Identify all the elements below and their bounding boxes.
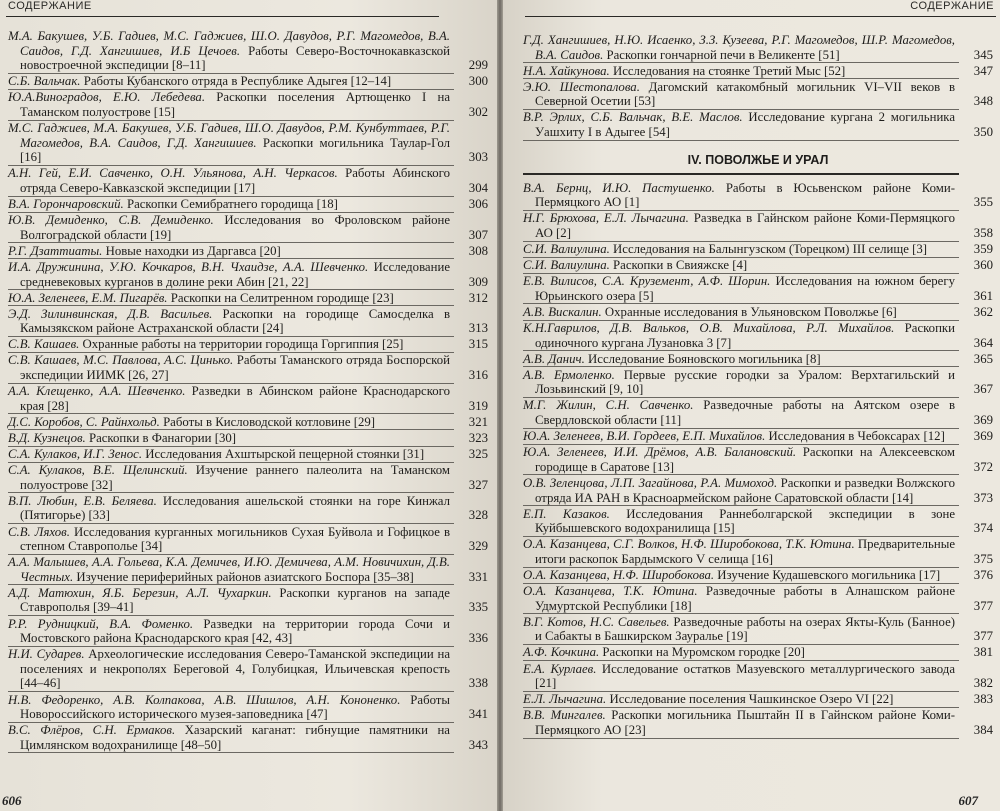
toc-entry <box>523 258 993 273</box>
toc-entry <box>523 368 993 397</box>
toc-entry-authors: С.В. Ляхов. <box>8 524 70 539</box>
toc-entry <box>8 586 488 615</box>
toc-entry-title: Раскопки гончарной печи в Великенте [51] <box>606 47 840 62</box>
toc-entry-title: Исследование Бояновского могильника [8] <box>588 351 821 366</box>
toc-entry-page: 375 <box>973 551 993 566</box>
toc-entry <box>8 431 488 446</box>
toc-entry-page: 313 <box>468 321 488 336</box>
toc-entry-authors: С.Б. Вальчак. <box>8 74 81 89</box>
toc-entry-authors: А.В. Вискалин. <box>523 304 602 319</box>
toc-entry-page: 362 <box>973 304 993 319</box>
toc-entry <box>523 352 993 367</box>
toc-entry <box>523 429 993 444</box>
toc-entry-text <box>523 645 955 660</box>
toc-entry-text <box>523 258 955 273</box>
toc-entry-page: 321 <box>468 414 488 429</box>
toc-entry-title: Раскопки могильника Таулар-Гол [16] <box>20 135 450 165</box>
toc-entry-page: 343 <box>468 737 488 752</box>
toc-entry-page: 331 <box>468 569 488 584</box>
toc-entry-text <box>8 431 450 446</box>
toc-entry-title: Разведки в Абинском районе Краснодарского края [28] <box>20 384 450 413</box>
toc-entry-authors: В.С. Флёров, С.Н. Ермаков. <box>8 723 176 738</box>
toc-entry <box>523 80 993 109</box>
toc-entry-title: Работы Абинского отряда Северо-Кавказской экспедиции [17] <box>20 166 450 195</box>
toc-entry-title: Раскопки на Селитренном городище [23] <box>170 290 394 305</box>
toc-entry <box>8 213 488 242</box>
toc-entry-text <box>8 213 450 242</box>
toc-entry-text <box>8 384 450 413</box>
toc-entry-text <box>523 398 955 427</box>
toc-entry-title: Работы Таманского отряда Боспорской экспедиции ИИМК [26, 27] <box>20 353 450 383</box>
toc-entry-text <box>523 64 955 79</box>
toc-entry-page: 329 <box>468 539 488 554</box>
toc-entry-text <box>8 307 450 336</box>
toc-entry-text <box>8 586 450 615</box>
toc-entry <box>523 662 993 691</box>
toc-entry-authors: М.А. Бакушев, У.Б. Гадиев, М.С. Гаджиев, Ш.О. Давудов, Р.Г. Магомедов, В.А. Саидов, Г.Д. Хангишиев, И.Б Цечоев. <box>8 29 450 58</box>
toc-entry-page: 335 <box>468 600 488 615</box>
toc-entry <box>8 307 488 336</box>
toc-entry-authors: В.Г. Котов, Н.С. Савельев. <box>523 614 670 629</box>
header-rule <box>6 16 439 17</box>
toc-entry-title: Охранные работы на территории городища Горгиппия [25] <box>82 337 404 352</box>
toc-entry-text <box>8 463 450 492</box>
toc-entry-page: 369 <box>973 413 993 428</box>
entry-rule <box>8 752 454 753</box>
toc-entry-text <box>523 321 955 350</box>
toc-entry <box>523 708 993 737</box>
toc-entry-text <box>523 662 955 691</box>
toc-entry-text <box>8 197 450 212</box>
toc-entry-page: 372 <box>973 459 993 474</box>
toc-entry-text <box>8 647 450 691</box>
toc-entry-title: Изучение периферийных районов азиатского Боспора [35–38] <box>76 569 414 584</box>
toc-entry-title: Охранные исследования в Ульяновском Поволжье [6] <box>604 304 897 319</box>
toc-entry-authors: Э.Ю. Шестопалова. <box>523 79 640 94</box>
toc-entry-text <box>523 615 955 644</box>
toc-entry <box>8 415 488 430</box>
toc-entry-title: Разведка в Гайнском районе Коми-Пермяцкого АО [2] <box>535 211 955 240</box>
entry-rule <box>523 140 959 141</box>
toc-entry <box>523 321 993 350</box>
toc-entry-authors: Е.Л. Лычагина. <box>523 692 607 707</box>
toc-entry <box>523 33 993 62</box>
toc-entry-text <box>523 305 955 320</box>
toc-entry-text <box>523 211 955 240</box>
toc-entry-authors: С.А. Кулаков, В.Е. Щелинский. <box>8 463 188 478</box>
toc-entry-authors: Р.Г. Дзаттиаты. <box>8 243 103 258</box>
toc-entry-text <box>8 260 450 289</box>
toc-entry-text <box>8 447 450 462</box>
toc-entry-page: 374 <box>973 521 993 536</box>
toc-entry <box>8 494 488 523</box>
toc-entry-text <box>8 166 450 195</box>
toc-entry <box>8 617 488 646</box>
toc-entry-page: 323 <box>468 430 488 445</box>
toc-entry-text <box>523 568 955 583</box>
toc-entry-authors: О.В. Зеленцова, Л.П. Загайнова, Р.А. Мимоход. <box>523 475 778 490</box>
toc-entry-page: 377 <box>973 629 993 644</box>
toc-entry-page: 327 <box>468 477 488 492</box>
toc-entry-authors: С.В. Кашаев, М.С. Павлова, А.С. Цинько. <box>8 353 234 368</box>
toc-entry-page: 361 <box>973 288 993 303</box>
toc-entry-title: Раскопки одиночного кургана Лузановка 3 [7] <box>535 321 955 350</box>
toc-entry-authors: А.В. Данич. <box>523 351 585 366</box>
toc-entry <box>8 693 488 722</box>
toc-entry-text <box>8 244 450 259</box>
toc-entry-authors: О.А. Казанцева, Н.Ф. Широбокова. <box>523 568 715 582</box>
toc-entry-page: 309 <box>468 274 488 289</box>
toc-entry-text <box>523 507 955 536</box>
toc-entry-title: Изучение раннего палеолита на Таманском полуострове [32] <box>20 463 451 492</box>
toc-entry-authors: Р.Р. Рудницкий, В.А. Фоменко. <box>8 616 194 631</box>
toc-entry <box>523 211 993 240</box>
toc-entry-page: 360 <box>973 258 993 273</box>
toc-entry-title: Работы в Юсьвенском районе Коми-Пермяцкого АО [1] <box>535 180 955 210</box>
toc-entry <box>523 615 993 644</box>
toc-entry-authors: Ю.А. Зеленеев, И.И. Дрёмов, А.В. Балановский. <box>523 445 797 460</box>
toc-entry-title: Дагомский катакомбный могильник VI–VII веков в Северной Осетии [53] <box>535 79 955 109</box>
toc-entry-authors: Н.И. Сударев. <box>8 647 85 662</box>
toc-entry-authors: В.А. Бернц, И.Ю. Пастушенко. <box>523 180 715 195</box>
toc-entry-text <box>523 80 955 109</box>
toc-entry-authors: Е.П. Казаков. <box>523 506 610 521</box>
toc-entry <box>8 260 488 289</box>
toc-entry-title: Разведочные работы в Алнашском районе Удмуртской Республики [18] <box>535 584 956 613</box>
toc-entry-text <box>8 555 450 584</box>
toc-entry-authors: А.А. Малышев, А.А. Гольева, К.А. Демичев, И.Ю. Демичева, А.М. Новичихин, Д.В. Честных. <box>8 555 450 584</box>
toc-entry-title: Раскопки на Алексеевском городище в Саратове [13] <box>535 445 955 474</box>
toc-entry-text <box>8 291 450 306</box>
toc-entry <box>8 121 488 165</box>
toc-entry-page: 315 <box>468 337 488 352</box>
toc-entry-authors: Э.Д. Зилинвинская, Д.В. Васильев. <box>8 306 213 321</box>
toc-entry-text <box>523 33 955 62</box>
toc-entry-title: Исследования Раннеболгарской экспедиции в зоне Куйбышевского водохранилища [15] <box>535 506 956 536</box>
toc-entry-title: Исследование средневековых курганов в долине реки Абин [21, 22] <box>20 259 450 289</box>
toc-entry <box>8 29 488 73</box>
toc-entry <box>523 110 993 139</box>
toc-entry-authors: С.В. Кашаев. <box>8 337 80 352</box>
toc-group-volga-ural <box>523 181 993 738</box>
toc-entry-title: Исследование кургана 2 могильника Уашхиту I в Адыгее [54] <box>535 110 956 140</box>
toc-entry-title: Раскопки могильника Пыштайн II в Гайнском районе Коми-Пермяцкого АО [23] <box>535 708 956 737</box>
toc-entry <box>8 384 488 413</box>
toc-entry-text <box>8 525 450 554</box>
toc-entry <box>523 537 993 566</box>
toc-entry-authors: В.Р. Эрлих, С.Б. Вальчак, В.Е. Маслов. <box>523 110 743 125</box>
toc-entry <box>523 645 993 660</box>
toc-entry <box>8 463 488 492</box>
toc-entry-title: Раскопки Семибратнего городища [18] <box>126 197 338 212</box>
toc-entry <box>523 181 993 210</box>
toc-entry-authors: Ю.А.Виноградов, Е.Ю. Лебедева. <box>8 90 206 105</box>
toc-entry-title: Первые русские городки за Уралом: Верхтагильский и Лозьвинский [9, 10] <box>535 367 955 397</box>
toc-entry-text <box>8 353 450 382</box>
toc-entry-page: 348 <box>973 94 993 109</box>
toc-entry-page: 319 <box>468 398 488 413</box>
toc-entry-page: 336 <box>468 631 488 646</box>
toc-entry <box>8 447 488 462</box>
toc-entry-title: Раскопки и разведки Волжского отряда ИА РАН в Красноармейском районе Саратовской области [14] <box>535 475 955 505</box>
toc-entry-title: Работы в Кисловодской котловине [29] <box>163 414 376 429</box>
toc-entry <box>523 305 993 320</box>
toc-entry-authors: Ю.А. Зеленеев, Е.М. Пигарёв. <box>8 290 168 305</box>
toc-entry-title: Работы Северо-Восточнокавказской новостроечной экспедиции [8–11] <box>20 43 451 73</box>
toc-group-continued <box>523 33 993 140</box>
toc-entry-text <box>523 181 955 210</box>
page-number: 606 <box>2 793 22 808</box>
toc-entry-page: 325 <box>468 447 488 462</box>
toc-entry-page: 355 <box>973 195 993 210</box>
toc-entry-authors: С.И. Валиулина. <box>523 258 610 273</box>
toc-entry-page: 299 <box>468 58 488 73</box>
toc-entry-text <box>8 74 450 89</box>
toc-entry-title: Раскопки на Муромском городке [20] <box>602 645 805 660</box>
toc-entry-page: 307 <box>468 227 488 242</box>
toc-entry-page: 384 <box>973 722 993 737</box>
toc-entry-page: 377 <box>973 598 993 613</box>
toc-entry <box>8 647 488 691</box>
toc-entry <box>8 244 488 259</box>
toc-entry <box>523 242 993 257</box>
toc-entry-text <box>523 708 955 737</box>
toc-entry-page: 376 <box>973 568 993 582</box>
toc-entry-text <box>8 121 450 165</box>
toc-entry-page: 338 <box>468 676 488 691</box>
toc-entry-title: Разведочные работы на озерах Якты-Куль (Банное) и Сабакты в Башкирском Зауралье [19] <box>535 614 956 644</box>
toc-entry <box>8 723 488 752</box>
toc-entry-page: 316 <box>468 368 488 383</box>
toc-entry-page: 364 <box>973 335 993 350</box>
toc-entry-authors: А.Д. Матюхин, Я.Б. Березин, А.Л. Чухаркин. <box>8 585 272 600</box>
toc-entry <box>8 525 488 554</box>
toc-entry-page: 341 <box>468 707 488 722</box>
toc-entry-page: 328 <box>468 508 488 523</box>
toc-entry-authors: Д.С. Коробов, С. Райнхольд. <box>8 414 160 429</box>
toc-list <box>523 33 993 739</box>
toc-entry-text <box>523 352 955 367</box>
toc-entry <box>8 74 488 89</box>
toc-entry-text <box>8 723 450 752</box>
toc-entry-authors: В.В. Мингалев. <box>523 708 606 723</box>
toc-entry-authors: О.А. Казанцева, С.Г. Волков, Н.Ф. Широбокова, Т.К. Ютина. <box>523 537 855 552</box>
toc-entry-title: Разведки на территории города Сочи и Мостовского района Краснодарского края [42, 43] <box>20 616 451 646</box>
toc-entry <box>523 584 993 613</box>
toc-entry-title: Раскопки курганов на западе Ставрополья [39–41] <box>20 585 450 615</box>
toc-entry-title: Раскопки поселения Артющенко I на Таманском полуострове [15] <box>20 90 450 119</box>
toc-entry <box>523 507 993 536</box>
toc-entry <box>523 274 993 303</box>
toc-entry-text <box>8 415 450 430</box>
toc-entry-authors: Ю.В. Демиденко, С.В. Демиденко. <box>8 213 214 228</box>
toc-entry <box>523 445 993 474</box>
toc-entry-page: 373 <box>973 490 993 505</box>
toc-entry-title: Раскопки в Свияжске [4] <box>613 258 748 273</box>
toc-entry-title: Работы Кубанского отряда в Республике Адыгея [12–14] <box>83 74 392 89</box>
toc-entry-authors: Н.Г. Брюхова, Е.Л. Лычагина. <box>523 211 689 226</box>
toc-entry-text <box>523 476 955 505</box>
toc-entry <box>8 90 488 119</box>
toc-entry-text <box>523 692 955 707</box>
toc-entry-title: Предварительные итоги раскопок Бардымского V селища [16] <box>535 537 956 566</box>
header-rule <box>525 16 996 17</box>
entry-rule <box>523 738 959 739</box>
toc-entry-authors: Ю.А. Зеленеев, В.И. Гордеев, Е.П. Михайлов. <box>523 429 766 444</box>
toc-entry-title: Исследования на Балынгузском (Торецком) III селище [3] <box>613 242 928 257</box>
toc-entry <box>8 353 488 382</box>
toc-entry-title: Исследование поселения Чашкинское Озеро VI [22] <box>609 692 894 707</box>
section-title: IV. ПОВОЛЖЬЕ И УРАЛ <box>523 153 993 175</box>
toc-entry-page: 300 <box>468 74 488 89</box>
toc-entry <box>8 555 488 584</box>
toc-entry-text <box>8 693 450 722</box>
toc-entry-text <box>8 617 450 646</box>
toc-entry-title: Новые находки из Даргавса [20] <box>105 243 281 258</box>
toc-entry-authors: Е.В. Вилисов, С.А. Круземент, А.Ф. Шорин. <box>523 274 771 289</box>
toc-entry-text <box>523 584 955 613</box>
toc-entry-page: 383 <box>973 692 993 707</box>
toc-entry-page: 303 <box>468 150 488 165</box>
running-head: СОДЕРЖАНИЕ <box>910 0 994 12</box>
toc-entry <box>523 398 993 427</box>
toc-entry-authors: О.А. Казанцева, Т.К. Ютина. <box>523 584 698 599</box>
toc-entry-title: Раскопки на городище Самосделка в Камызякском районе Астраханской области [24] <box>20 306 450 336</box>
toc-entry-page: 308 <box>468 243 488 258</box>
toc-entry-authors: С.А. Кулаков, И.Г. Зенос. <box>8 447 143 462</box>
toc-entry-page: 312 <box>468 290 488 305</box>
toc-entry-page: 359 <box>973 242 993 257</box>
toc-entry-title: Исследования во Фроловском районе Волгоградской области [19] <box>20 213 450 242</box>
toc-entry-title: Исследование остатков Мазуевского металлургического завода [21] <box>535 661 955 691</box>
toc-entry <box>8 166 488 195</box>
toc-entry-text <box>8 494 450 523</box>
toc-entry-text <box>8 90 450 119</box>
toc-entry <box>523 476 993 505</box>
toc-entry-authors: С.И. Валиулина. <box>523 242 610 257</box>
toc-entry-text <box>523 537 955 566</box>
toc-entry-page: 367 <box>973 382 993 397</box>
toc-entry-page: 306 <box>468 197 488 212</box>
toc-entry-authors: К.Н.Гаврилов, Д.В. Вальков, О.В. Михайлова, Р.Л. Михайлов. <box>523 321 895 335</box>
toc-entry-authors: Е.А. Курлаев. <box>523 661 597 676</box>
toc-entry <box>523 692 993 707</box>
page-number: 607 <box>958 793 978 808</box>
toc-entry-title: Разведочные работы на Аятском озере в Свердловской области [11] <box>535 398 955 428</box>
toc-entry-page: 345 <box>973 47 993 62</box>
toc-entry-authors: М.Г. Жилин, С.Н. Савченко. <box>523 398 694 413</box>
toc-entry-title: Исследования ашельской стоянки на горе Кинжал (Пятигорье) [33] <box>20 493 450 523</box>
left-page <box>0 0 497 811</box>
toc-list <box>8 29 488 754</box>
toc-entry-text <box>523 274 955 303</box>
toc-entry-authors: Н.А. Хайкунова. <box>523 63 610 78</box>
toc-entry-authors: Г.Д. Хангишиев, Н.Ю. Исаенко, З.З. Кузеева, Р.Г. Магомедов, Ш.Р. Магомедов, В.А. Саидов. <box>523 33 955 62</box>
right-page <box>503 0 1000 811</box>
toc-entry-text <box>523 110 955 139</box>
toc-entry-page: 302 <box>468 104 488 119</box>
toc-entry-title: Исследования в Чебоксарах [12] <box>768 429 945 444</box>
toc-entry-page: 381 <box>973 645 993 660</box>
toc-entry-title: Исследования курганных могильников Сухая Буйвола и Гофицкое в степном Ставрополье [34] <box>20 524 451 554</box>
toc-entry-page: 358 <box>973 225 993 240</box>
toc-entry <box>8 291 488 306</box>
toc-entry-page: 304 <box>468 180 488 195</box>
toc-entry-authors: А.Ф. Кочкина. <box>523 645 600 660</box>
toc-entry-text <box>8 29 450 73</box>
toc-entry-title: Хазарский каганат: гибнущие памятники на Цимлянском водохранилище [48–50] <box>20 723 450 752</box>
toc-entry-authors: А.Н. Гей, Е.И. Савченко, О.Н. Ульянова, А.Н. Черкасов. <box>8 166 338 181</box>
toc-entry-text <box>8 337 450 352</box>
toc-entry-text <box>523 242 955 257</box>
toc-entry <box>8 337 488 352</box>
toc-entry-authors: А.А. Клещенко, А.А. Шевченко. <box>8 384 186 399</box>
toc-entry-title: Исследования на стоянке Третий Мыс [52] <box>612 63 846 78</box>
toc-entry-title: Изучение Кудашевского могильника [17] <box>717 568 941 582</box>
toc-entry <box>523 64 993 79</box>
toc-entry-authors: И.А. Дружинина, У.Ю. Кочкаров, В.Н. Чхаидзе, А.А. Шевченко. <box>8 259 369 274</box>
toc-entry-page: 350 <box>973 125 993 140</box>
toc-entry-page: 365 <box>973 351 993 366</box>
toc-entry-page: 347 <box>973 63 993 78</box>
toc-entry <box>523 568 993 583</box>
toc-entry-authors: В.А. Горончаровский. <box>8 197 124 212</box>
toc-entry-authors: В.П. Любин, Е.В. Беляева. <box>8 493 157 508</box>
toc-entry <box>8 197 488 212</box>
toc-entry-authors: В.Д. Кузнецов. <box>8 430 86 445</box>
running-head: СОДЕРЖАНИЕ <box>8 0 92 12</box>
toc-entry-authors: М.С. Гаджиев, М.А. Бакушев, У.Б. Гадиев, Ш.О. Давудов, Р.М. Кунбуттаев, Р.Г. Магомедов, В.А. Саидов, Г.Д. Хангишиев. <box>8 121 450 150</box>
toc-entry-text <box>523 445 955 474</box>
toc-entry-authors: Н.В. Федоренко, А.В. Колпакова, А.В. Шишлов, А.Н. Кононенко. <box>8 692 401 707</box>
toc-entry-title: Раскопки в Фанагории [30] <box>88 430 237 445</box>
toc-entry-page: 382 <box>973 676 993 691</box>
toc-entry-authors: А.В. Ермоленко. <box>523 367 615 382</box>
toc-entry-title: Археологические исследования Северо-Таманской экспедиции на поселениях и некрополях Береговой 4, Голубицкая, Ильичевская крепость [44–46] <box>20 647 451 691</box>
toc-entry-title: Исследования Ахштырской пещерной стоянки [31] <box>145 447 425 462</box>
toc-entry-title: Работы Новороссийского исторического музея-заповедника [47] <box>20 692 450 722</box>
toc-entry-title: Исследования на южном берегу Юрьинского озера [5] <box>535 274 955 303</box>
toc-entry-text <box>523 368 955 397</box>
toc-entry-text <box>523 429 955 444</box>
toc-entry-page: 369 <box>973 429 993 444</box>
